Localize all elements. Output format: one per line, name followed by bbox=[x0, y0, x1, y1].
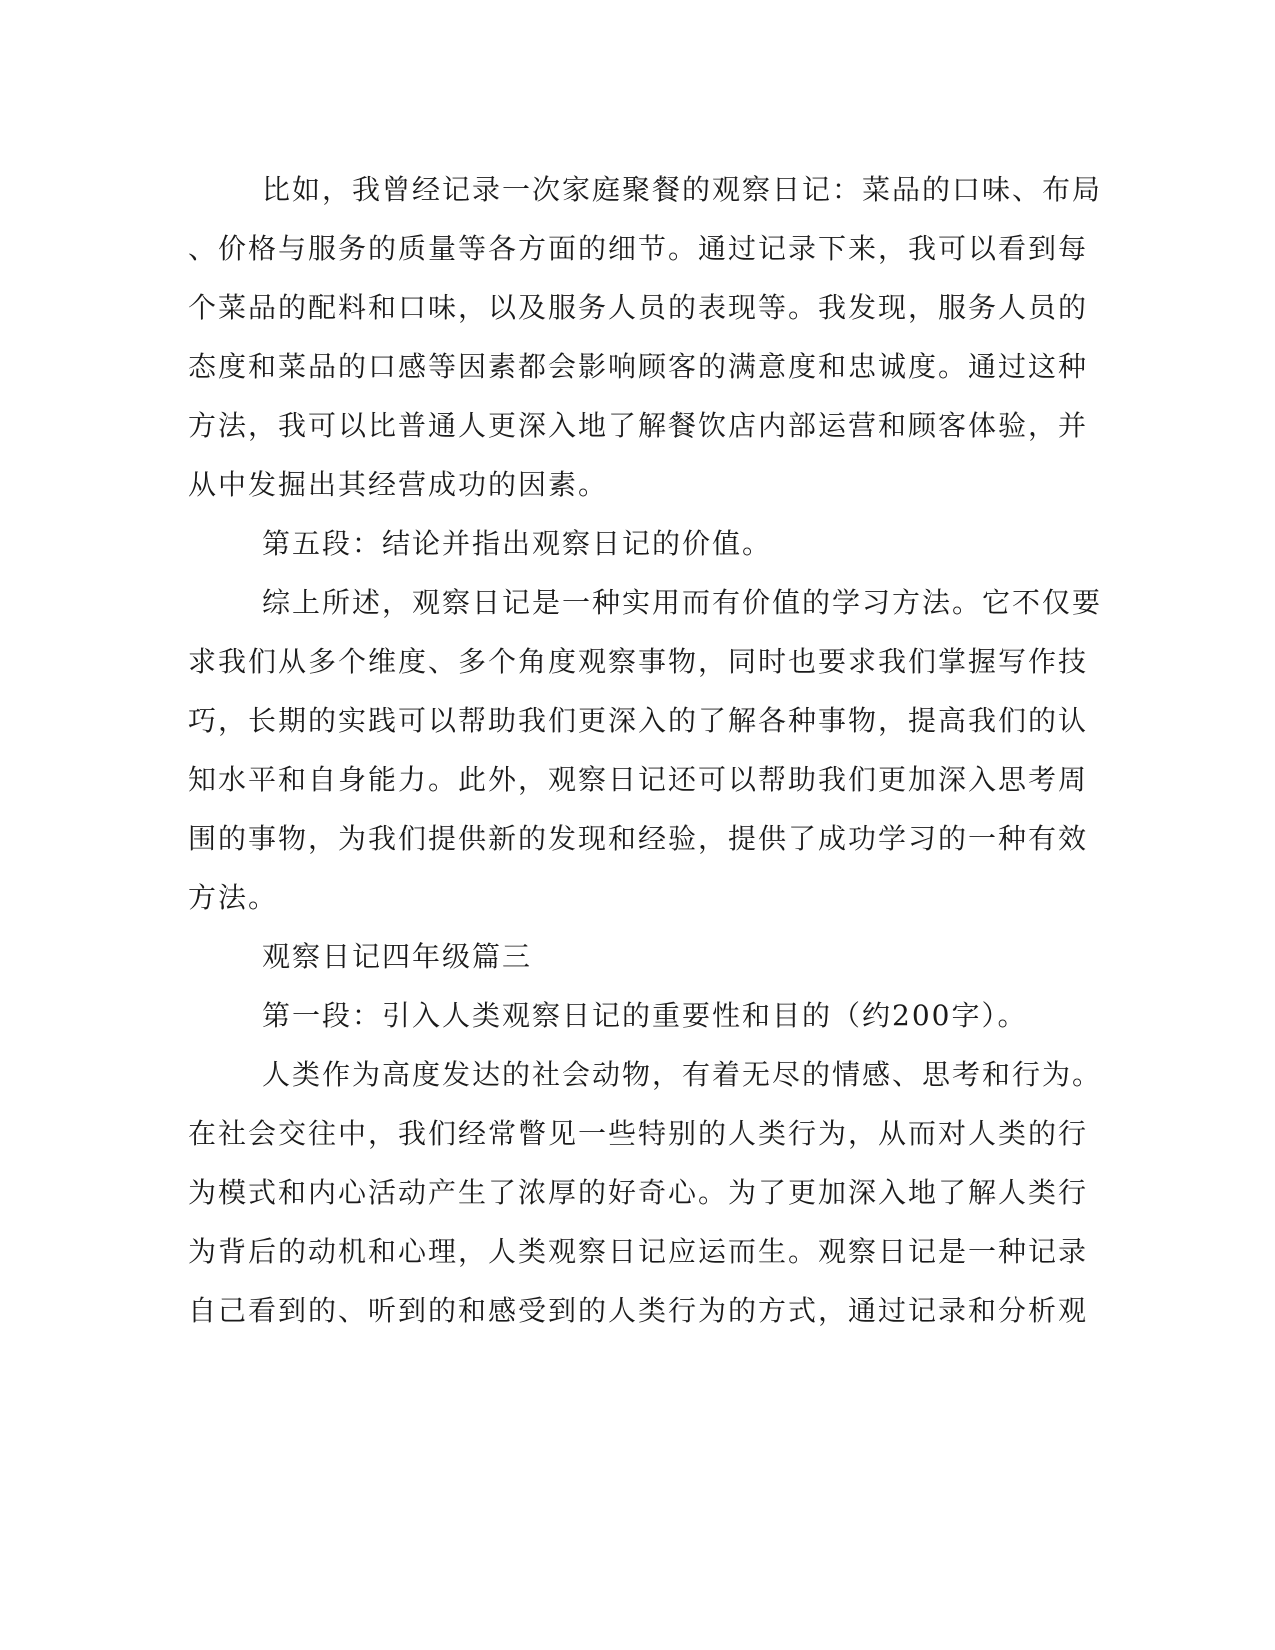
text-line: 在社会交往中，我们经常瞥见一些特别的人类行为，从而对人类的行 bbox=[188, 1117, 1089, 1150]
text-line: 综上所述，观察日记是一种实用而有价值的学习方法。它不仅要 bbox=[262, 586, 1103, 619]
text-line: 比如，我曾经记录一次家庭聚餐的观察日记：菜品的口味、布局 bbox=[262, 173, 1103, 206]
text-line: 第五段：结论并指出观察日记的价值。 bbox=[262, 527, 773, 560]
text-line: 、价格与服务的质量等各方面的细节。通过记录下来，我可以看到每 bbox=[188, 232, 1089, 265]
paragraph-conclusion bbox=[188, 573, 1103, 927]
text-line: 巧，长期的实践可以帮助我们更深入的了解各种事物，提高我们的认 bbox=[188, 704, 1089, 737]
text-line: 方法，我可以比普通人更深入地了解餐饮店内部运营和顾客体验，并 bbox=[188, 409, 1089, 442]
section-heading-part-five bbox=[188, 514, 1073, 573]
section-heading-part-one bbox=[188, 986, 1073, 1045]
text-line: 人类作为高度发达的社会动物，有着无尽的情感、思考和行为。 bbox=[262, 1058, 1103, 1091]
text-line: 态度和菜品的口感等因素都会影响顾客的满意度和忠诚度。通过这种 bbox=[188, 350, 1089, 383]
text-line: 为背后的动机和心理，人类观察日记应运而生。观察日记是一种记录 bbox=[188, 1235, 1089, 1268]
text-line: 知水平和自身能力。此外，观察日记还可以帮助我们更加深入思考周 bbox=[188, 763, 1089, 796]
text-line: 从中发掘出其经营成功的因素。 bbox=[188, 468, 609, 501]
document-body bbox=[188, 160, 1103, 1340]
article-title-part-three bbox=[188, 927, 1073, 986]
text-line: 第一段：引入人类观察日记的重要性和目的（约200字）。 bbox=[262, 999, 1028, 1032]
text-line: 个菜品的配料和口味，以及服务人员的表现等。我发现，服务人员的 bbox=[188, 291, 1089, 324]
paragraph-family-dinner-example bbox=[188, 160, 1103, 514]
text-line: 围的事物，为我们提供新的发现和经验，提供了成功学习的一种有效 bbox=[188, 822, 1089, 855]
text-line: 求我们从多个维度、多个角度观察事物，同时也要求我们掌握写作技 bbox=[188, 645, 1089, 678]
paragraph-human-behavior-intro bbox=[188, 1045, 1103, 1340]
text-line: 自己看到的、听到的和感受到的人类行为的方式，通过记录和分析观 bbox=[188, 1294, 1089, 1327]
text-line: 观察日记四年级篇三 bbox=[262, 940, 533, 973]
text-line: 为模式和内心活动产生了浓厚的好奇心。为了更加深入地了解人类行 bbox=[188, 1176, 1089, 1209]
text-line: 方法。 bbox=[188, 881, 279, 914]
